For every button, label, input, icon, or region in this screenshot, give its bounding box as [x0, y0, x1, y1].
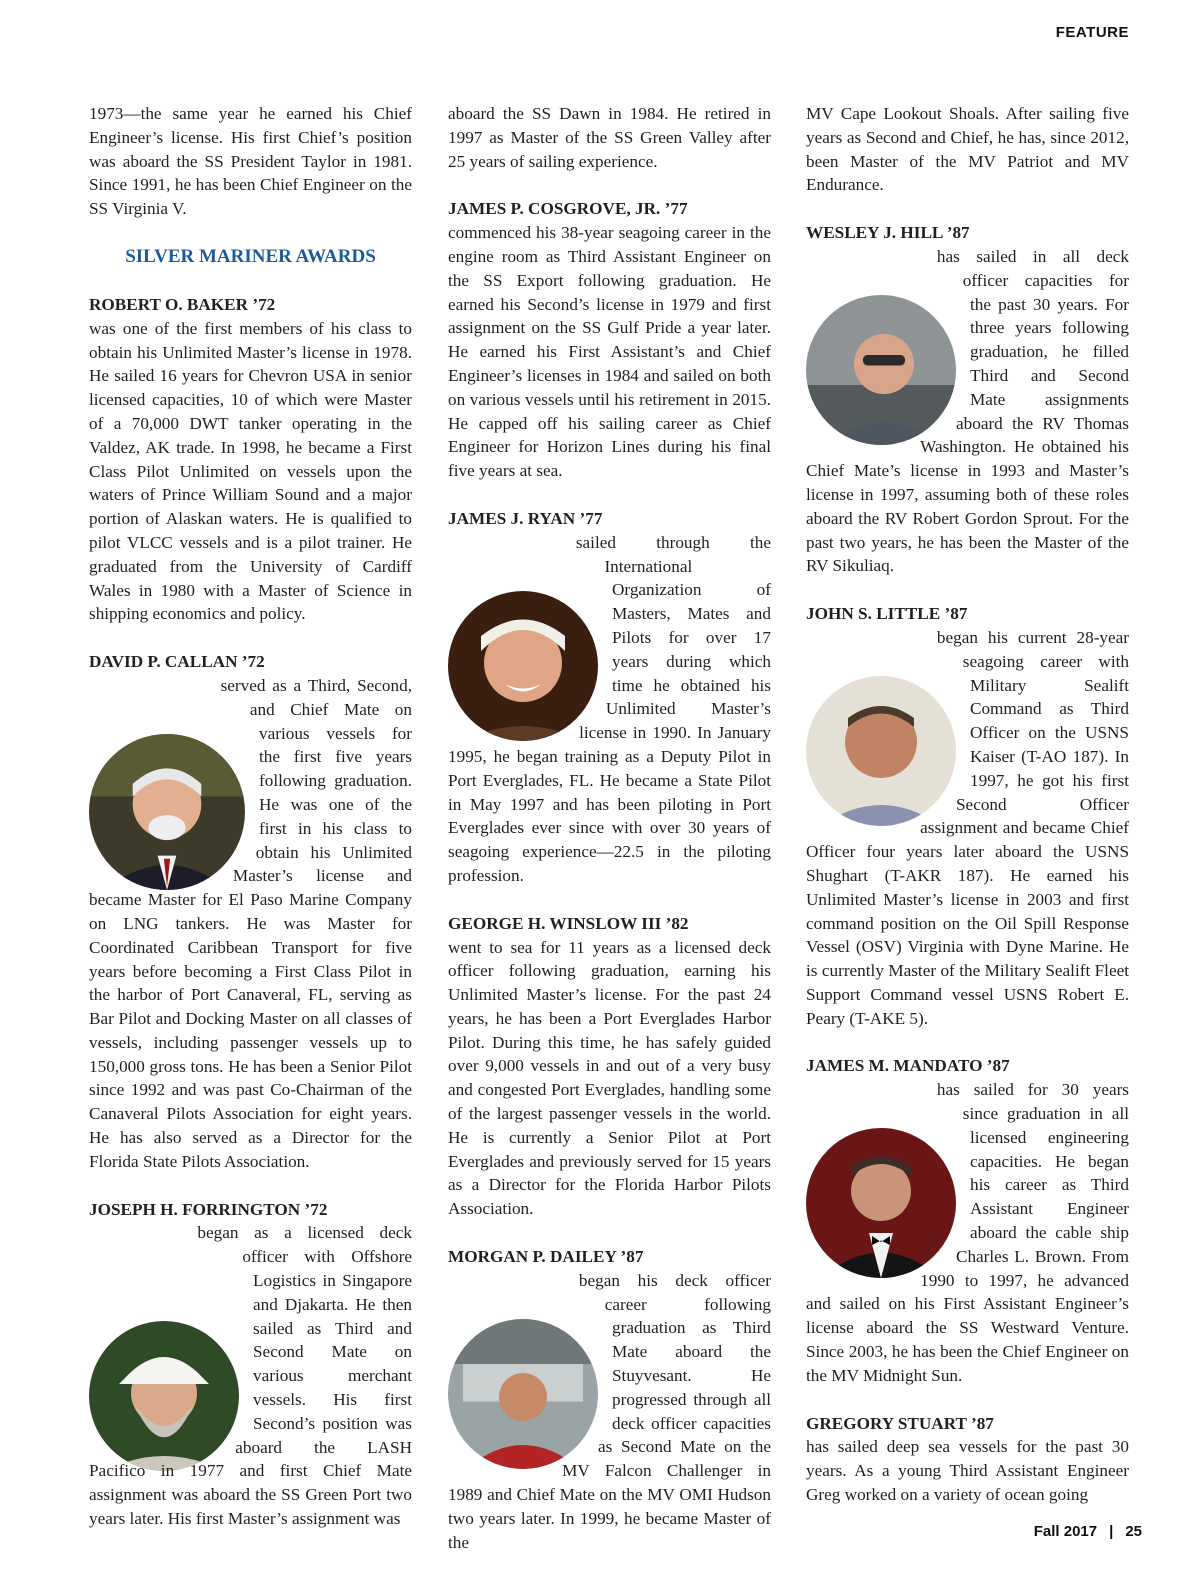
issue-label: Fall 2017 — [1033, 1523, 1098, 1540]
honoree-bio-hill: has sailed in all deck officer capacities for the past 30 years. For three years following graduation, he filled Third and Second Mate assignments aboard the RV Thomas Washington. He obtained his Chief Mate’s license in 1993 and Master’s license in 1997, assuming both of these roles aboard the RV Robert Gordon Sprout. For the past two years, he has been the Master of the RV Sikuliaq. — [806, 246, 1129, 576]
honoree-name-mandato: JAMES M. MANDATO ’87 — [806, 1056, 1010, 1076]
honoree-bio-little: began his current 28-year seagoing career with Military Sealift Command as Third Officer on the USNS Kaiser (T-AO 187). In 1997, he got his first Second Officer assignment and became Chief Officer four years later aboard the USNS Shughart (T-AKR 187). He earned his Unlimited Master’s license in 2003 and first command position on the Oil Spill Response Vessel (OSV) Virginia with Dyne Marine. He is currently Master of the Military Sealift Fleet Support Command vessel USNS Robert E. Peary (T-AKE 5). — [806, 627, 1129, 1028]
honoree-name-winslow: GEORGE H. WINSLOW III ’82 — [448, 913, 689, 933]
honoree-name-forrington: JOSEPH H. FORRINGTON ’72 — [89, 1199, 328, 1219]
honoree-bio-callan: served as a Third, Second, and Chief Mate on various vessels for the first five years following graduation. He was one of the first in his class to obtain his Unlimited Master’s license and became Master for El Paso Marine Company on LNG tankers. He was Master for Coordinated Caribbean Transport for five years before becoming a First Class Pilot in the harbor of Port Canaveral, FL, serving as Bar Pilot and Docking Master on all classes of vessels, including passenger vessels up to 150,000 gross tons. He has been a Senior Pilot since 1992 and was past Co-Chairman of the Canaveral Pilots Association for eight years. He has also served as a Director for the Florida State Pilots Association. — [89, 675, 412, 1171]
portrait-forrington — [89, 1321, 239, 1471]
page-number: 25 — [1125, 1523, 1142, 1540]
honoree-bio-winslow: went to sea for 11 years as a licensed deck officer following graduation, earning his Unlimited Master’s license. For the past 24 years, he has been a Port Everglades Harbor Pilot. During this time, he has safely guided over 9,000 vessels in and out of a very busy and congested Port Everglades, handling some of the largest passenger vessels in the world. He is currently a Senior Pilot at Port Everglades and previously served for 15 years as a Director for the Florida Harbor Pilots Association. — [448, 937, 771, 1219]
honoree-name-ryan: JAMES J. RYAN ’77 — [448, 508, 603, 528]
honoree-bio-dailey: began his deck officer career following graduation as Third Mate aboard the Stuyvesant. He progressed through all deck officer capacities as Second Mate on the MV Falcon Challenger in 1989 and Chief Mate on the MV OMI Hudson two years later. In 1999, he became Master of the — [448, 1270, 771, 1552]
portrait-little — [806, 676, 956, 826]
footer-separator: | — [1109, 1523, 1114, 1540]
continued-text: aboard the SS Dawn in 1984. He retired in 1997 as Master of the SS Green Valley after 25 years of sailing experience. — [448, 104, 771, 171]
column-1 — [89, 102, 412, 1555]
awards-heading: SILVER MARINER AWARDS — [125, 245, 376, 267]
section-label: FEATURE — [1055, 24, 1129, 41]
honoree-name-dailey: MORGAN P. DAILEY ’87 — [448, 1247, 644, 1267]
continued-text: 1973—the same year he earned his Chief Engineer’s license. His first Chief’s position was aboard the SS President Taylor in 1981. Since 1991, he has been Chief Engineer on the SS Virginia V. — [89, 104, 412, 219]
page-footer — [1034, 1523, 1142, 1540]
portrait-mandato — [806, 1128, 956, 1278]
honoree-bio-stuart: has sailed deep sea vessels for the past 30 years. As a young Third Assistant Engineer Greg worked on a variety of ocean going — [806, 1437, 1129, 1505]
honoree-name-little: JOHN S. LITTLE ’87 — [806, 604, 968, 624]
portrait-hill — [806, 295, 956, 445]
honoree-name-hill: WESLEY J. HILL ’87 — [806, 223, 970, 243]
column-3 — [806, 102, 1129, 1531]
honoree-name-cosgrove: JAMES P. COSGROVE, JR. ’77 — [448, 199, 688, 219]
honoree-bio-mandato: has sailed for 30 years since graduation in all licensed engineering capacities. He began his career as Third Assistant Engineer aboard the cable ship Charles L. Brown. From 1990 to 1997, he advanced and sailed on his First Assistant Engineer’s license aboard the SS Westward Venture. Since 2003, he has been the Chief Engineer on the MV Midnight Sun. — [806, 1080, 1129, 1385]
portrait-ryan — [448, 591, 598, 741]
honoree-bio-baker: was one of the first members of his class to obtain his Unlimited Master’s license in 1978. He sailed 16 years for Chevron USA in senior licensed capacities, 10 of which were Master of a 70,000 DWT tanker operating in the Valdez, AK trade. In 1998, he became a First Class Pilot Unlimited on vessels upon the waters of Prince William Sound and a major portion of Alaskan waters. He is qualified to pilot VLCC vessels and is a pilot trainer. He graduated from the University of Cardiff Wales in 1980 with a Master of Science in shipping economics and policy. — [89, 318, 412, 624]
honoree-name-callan: DAVID P. CALLAN ’72 — [89, 652, 265, 672]
honoree-name-baker: ROBERT O. BAKER ’72 — [89, 294, 276, 314]
column-2 — [448, 102, 771, 1578]
honoree-bio-ryan: sailed through the International Organization of Masters, Mates and Pilots for over 17 years during which time he obtained his Unlimited Master’s license in 1990. In January 1995, he began training as a Deputy Pilot in Port Everglades, FL. He became a State Pilot in May 1997 and has been piloting in Port Everglades ever since with over 30 years of seagoing experience—22.5 in the piloting profession. — [448, 532, 771, 885]
continued-text: MV Cape Lookout Shoals. After sailing five years as Second and Chief, he has, since 2012, been Master of the MV Patriot and MV Endurance. — [806, 104, 1129, 195]
portrait-callan — [89, 734, 245, 890]
honoree-bio-forrington: began as a licensed deck officer with Offshore Logistics in Singapore and Djakarta. He then sailed as Third and Second Mate on various merchant vessels. His first Second’s position was aboard the LASH Pacifico in 1977 and first Chief Mate assignment was aboard the SS Green Port two years later. His first Master’s assignment was — [89, 1223, 412, 1529]
honoree-name-stuart: GREGORY STUART ’87 — [806, 1413, 994, 1433]
honoree-bio-cosgrove: commenced his 38-year seagoing career in the engine room as Third Assistant Engineer on the SS Export following graduation. He earned his Second’s license in 1979 and first assignment on the SS Gulf Pride a year later. He earned his First Assistant’s and Chief Engineer’s licenses in 1984 and sailed on both on various vessels until his retirement in 2015. He capped off his sailing career as Chief Engineer for Horizon Lines during his final five years at sea. — [448, 223, 771, 481]
portrait-dailey — [448, 1319, 598, 1469]
